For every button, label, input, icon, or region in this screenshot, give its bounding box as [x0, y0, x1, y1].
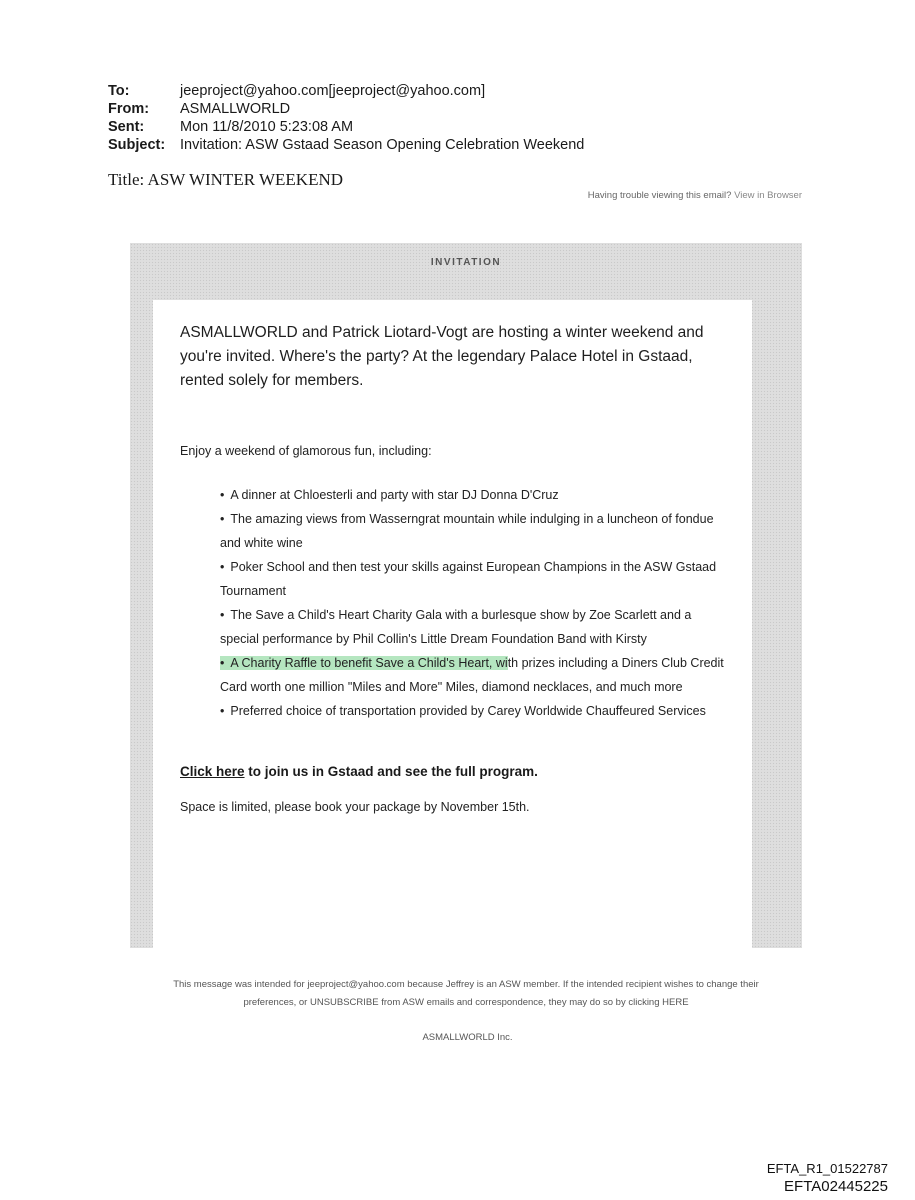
email-header: [108, 82, 584, 154]
list-item: • The amazing views from Wasserngrat mountain while indulging in a luncheon of fondue and white wine: [220, 512, 714, 550]
call-to-action: [180, 764, 732, 779]
cta-text: to join us in Gstaad and see the full program.: [244, 764, 538, 779]
bullet: •: [220, 608, 225, 622]
email-card: [153, 300, 752, 948]
email-body: [180, 321, 732, 814]
email-frame: [130, 243, 802, 948]
from-label: From:: [108, 101, 150, 117]
document-title: Title: ASW WINTER WEEKEND: [108, 170, 344, 189]
click-here-link[interactable]: Click here: [180, 764, 245, 779]
to-row: [108, 82, 584, 100]
view-in-browser-link[interactable]: View in Browser: [734, 190, 802, 201]
events-list: [220, 483, 732, 723]
sent-label: Sent:: [108, 119, 145, 135]
enjoy-line: Enjoy a weekend of glamorous fun, including:: [180, 444, 432, 458]
to-label: To:: [108, 83, 130, 99]
list-item: • The Save a Child's Heart Charity Gala with a burlesque show by Zoe Scarlett and a special performance by Phil Collin's Little Dream Foundation Band with Kirsty: [220, 608, 692, 646]
view-in-browser-notice: [588, 190, 802, 201]
raffle-highlight: • A Charity Raffle to benefit Save a Child's Heart, wi: [220, 656, 508, 670]
bullet: •: [220, 704, 225, 718]
bullet: •: [220, 560, 225, 574]
bates-line-2: EFTA02445225: [784, 1178, 888, 1195]
bates-line-1: EFTA_R1_01522787: [766, 1161, 888, 1176]
from-row: [108, 100, 584, 118]
subject-row: [108, 136, 584, 154]
bullet: •: [220, 656, 225, 670]
space-limited-note: Space is limited, please book your package by November 15th.: [180, 800, 530, 814]
list-item: • Poker School and then test your skills against European Champions in the ASW Gstaad Tournament: [220, 560, 717, 598]
bullet: •: [220, 488, 225, 502]
to-value: jeeproject@yahoo.com[jeeproject@yahoo.com]: [180, 83, 486, 99]
subject-label: Subject:: [108, 137, 166, 153]
bates-stamp: [767, 1160, 888, 1196]
footer-company: ASMALLWORLD Inc.: [422, 1032, 513, 1043]
trouble-text: Having trouble viewing this email?: [587, 190, 732, 201]
list-item: • A dinner at Chloesterli and party with star DJ Donna D'Cruz: [220, 488, 559, 502]
subject-value: Invitation: ASW Gstaad Season Opening Celebration Weekend: [180, 137, 585, 153]
sent-value: Mon 11/8/2010 5:23:08 AM: [180, 119, 354, 135]
invitation-label: INVITATION: [430, 257, 502, 268]
from-value: ASMALLWORLD: [180, 101, 291, 117]
raffle-rest: th prizes including a Diners Club Credit Card worth one million "Miles and More" Miles, diamond necklaces, and much more: [220, 656, 724, 694]
list-item: • Preferred choice of transportation provided by Carey Worldwide Chauffeured Services: [220, 704, 706, 718]
intro-paragraph: ASMALLWORLD and Patrick Liotard-Vogt are hosting a winter weekend and you're invited. Where's the party? At the legendary Palace Hotel in Gstaad, rented solely for members.: [180, 324, 704, 389]
list-item-raffle: [220, 651, 732, 699]
bullet: •: [220, 512, 225, 526]
sent-row: [108, 118, 584, 136]
footer-message: This message was intended for jeeproject@yahoo.com because Jeffrey is an ASW member. If the intended recipient wishes to change their preferences, or UNSUBSCRIBE from ASW emails and correspondence, they may do so by clicking HERE: [173, 979, 759, 1008]
